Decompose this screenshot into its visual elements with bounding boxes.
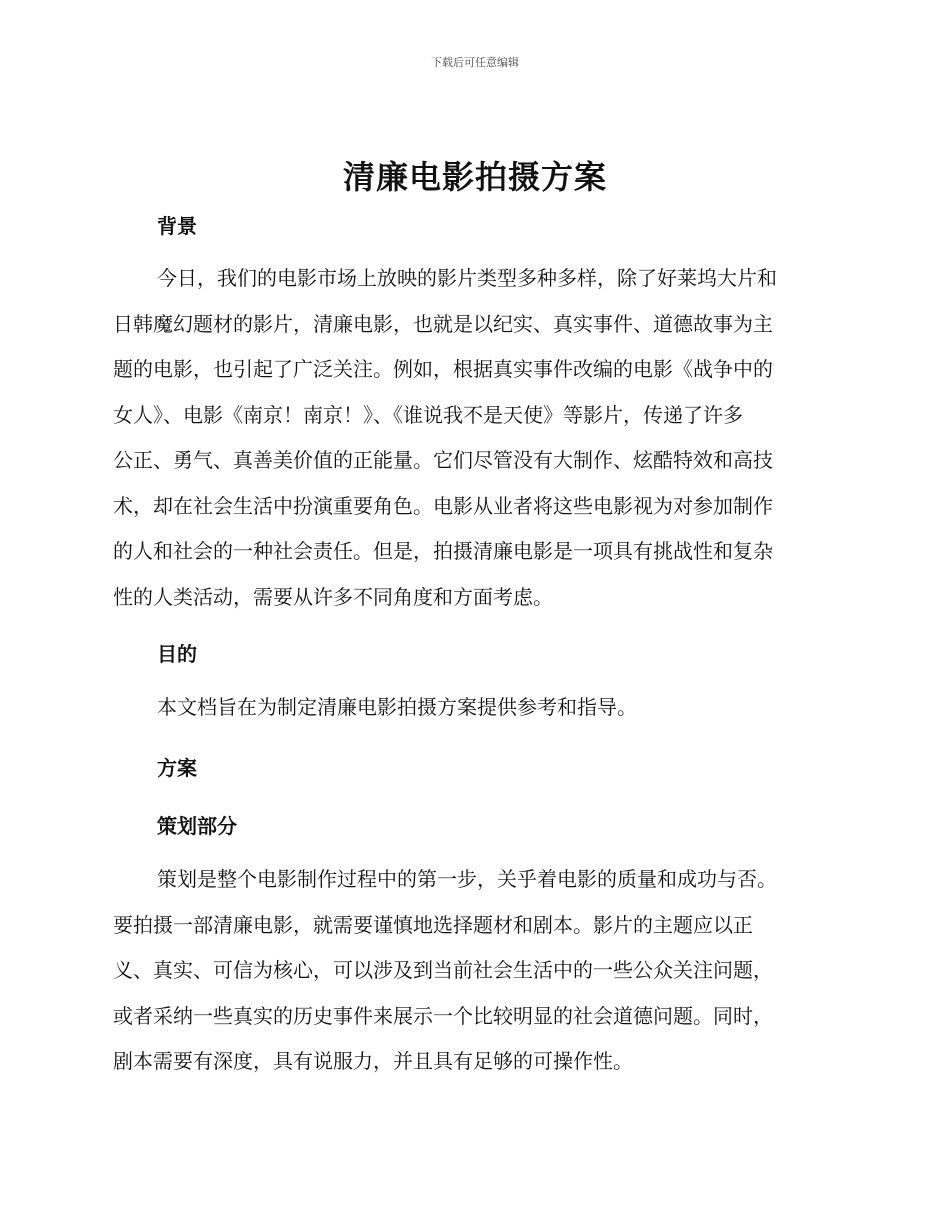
- background-line: 日韩魔幻题材的影片，清廉电影，也就是以纪实、真实事件、道德故事为主: [113, 311, 773, 336]
- background-line: 题的电影，也引起了广泛关注。例如，根据真实事件改编的电影《战争中的: [113, 357, 773, 381]
- background-paragraph: [113, 256, 833, 620]
- planning-paragraph: [113, 857, 833, 1085]
- background-line: 性的人类活动，需要从许多不同角度和方面考虑。: [113, 584, 553, 609]
- background-line: 今日，我们的电影市场上放映的影片类型多种多样，除了好莱坞大片和: [157, 266, 777, 290]
- background-line: 的人和社会的一种社会责任。但是，拍摄清廉电影是一项具有挑战性和复杂: [113, 539, 773, 563]
- planning-line: 义、真实、可信为核心，可以涉及到当前社会生活中的一些公众关注问题，: [113, 958, 773, 982]
- background-line: 术，却在社会生活中扮演重要角色。电影从业者将这些电影视为对参加制作: [113, 493, 773, 518]
- page-header-note: 下载后可任意编辑: [431, 56, 519, 69]
- planning-line: 或者采纳一些真实的历史事件来展示一个比较明显的社会道德问题。同时，: [113, 1003, 773, 1028]
- section-heading-purpose: 目的: [157, 642, 197, 666]
- background-line: 女人》、电影《南京！南京！》、《谁说我不是天使》等影片，传递了许多: [113, 402, 743, 427]
- section-heading-planning: 策划部分: [157, 814, 237, 838]
- document-title: 清廉电影拍摄方案: [342, 158, 607, 196]
- planning-line: 要拍摄一部清廉电影，就需要谨慎地选择题材和剧本。影片的主题应以正: [113, 912, 753, 937]
- purpose-paragraph: [113, 685, 833, 731]
- purpose-line: 本文档旨在为制定清廉电影拍摄方案提供参考和指导。: [157, 695, 637, 719]
- planning-line: 剧本需要有深度，具有说服力，并且具有足够的可操作性。: [113, 1049, 633, 1073]
- planning-line: 策划是整个电影制作过程中的第一步，关乎着电影的质量和成功与否。: [157, 867, 777, 891]
- background-line: 公正、勇气、真善美价值的正能量。它们尽管没有大制作、炫酷特效和高技: [113, 448, 773, 472]
- section-heading-plan: 方案: [157, 756, 197, 780]
- section-heading-background: 背景: [157, 214, 197, 238]
